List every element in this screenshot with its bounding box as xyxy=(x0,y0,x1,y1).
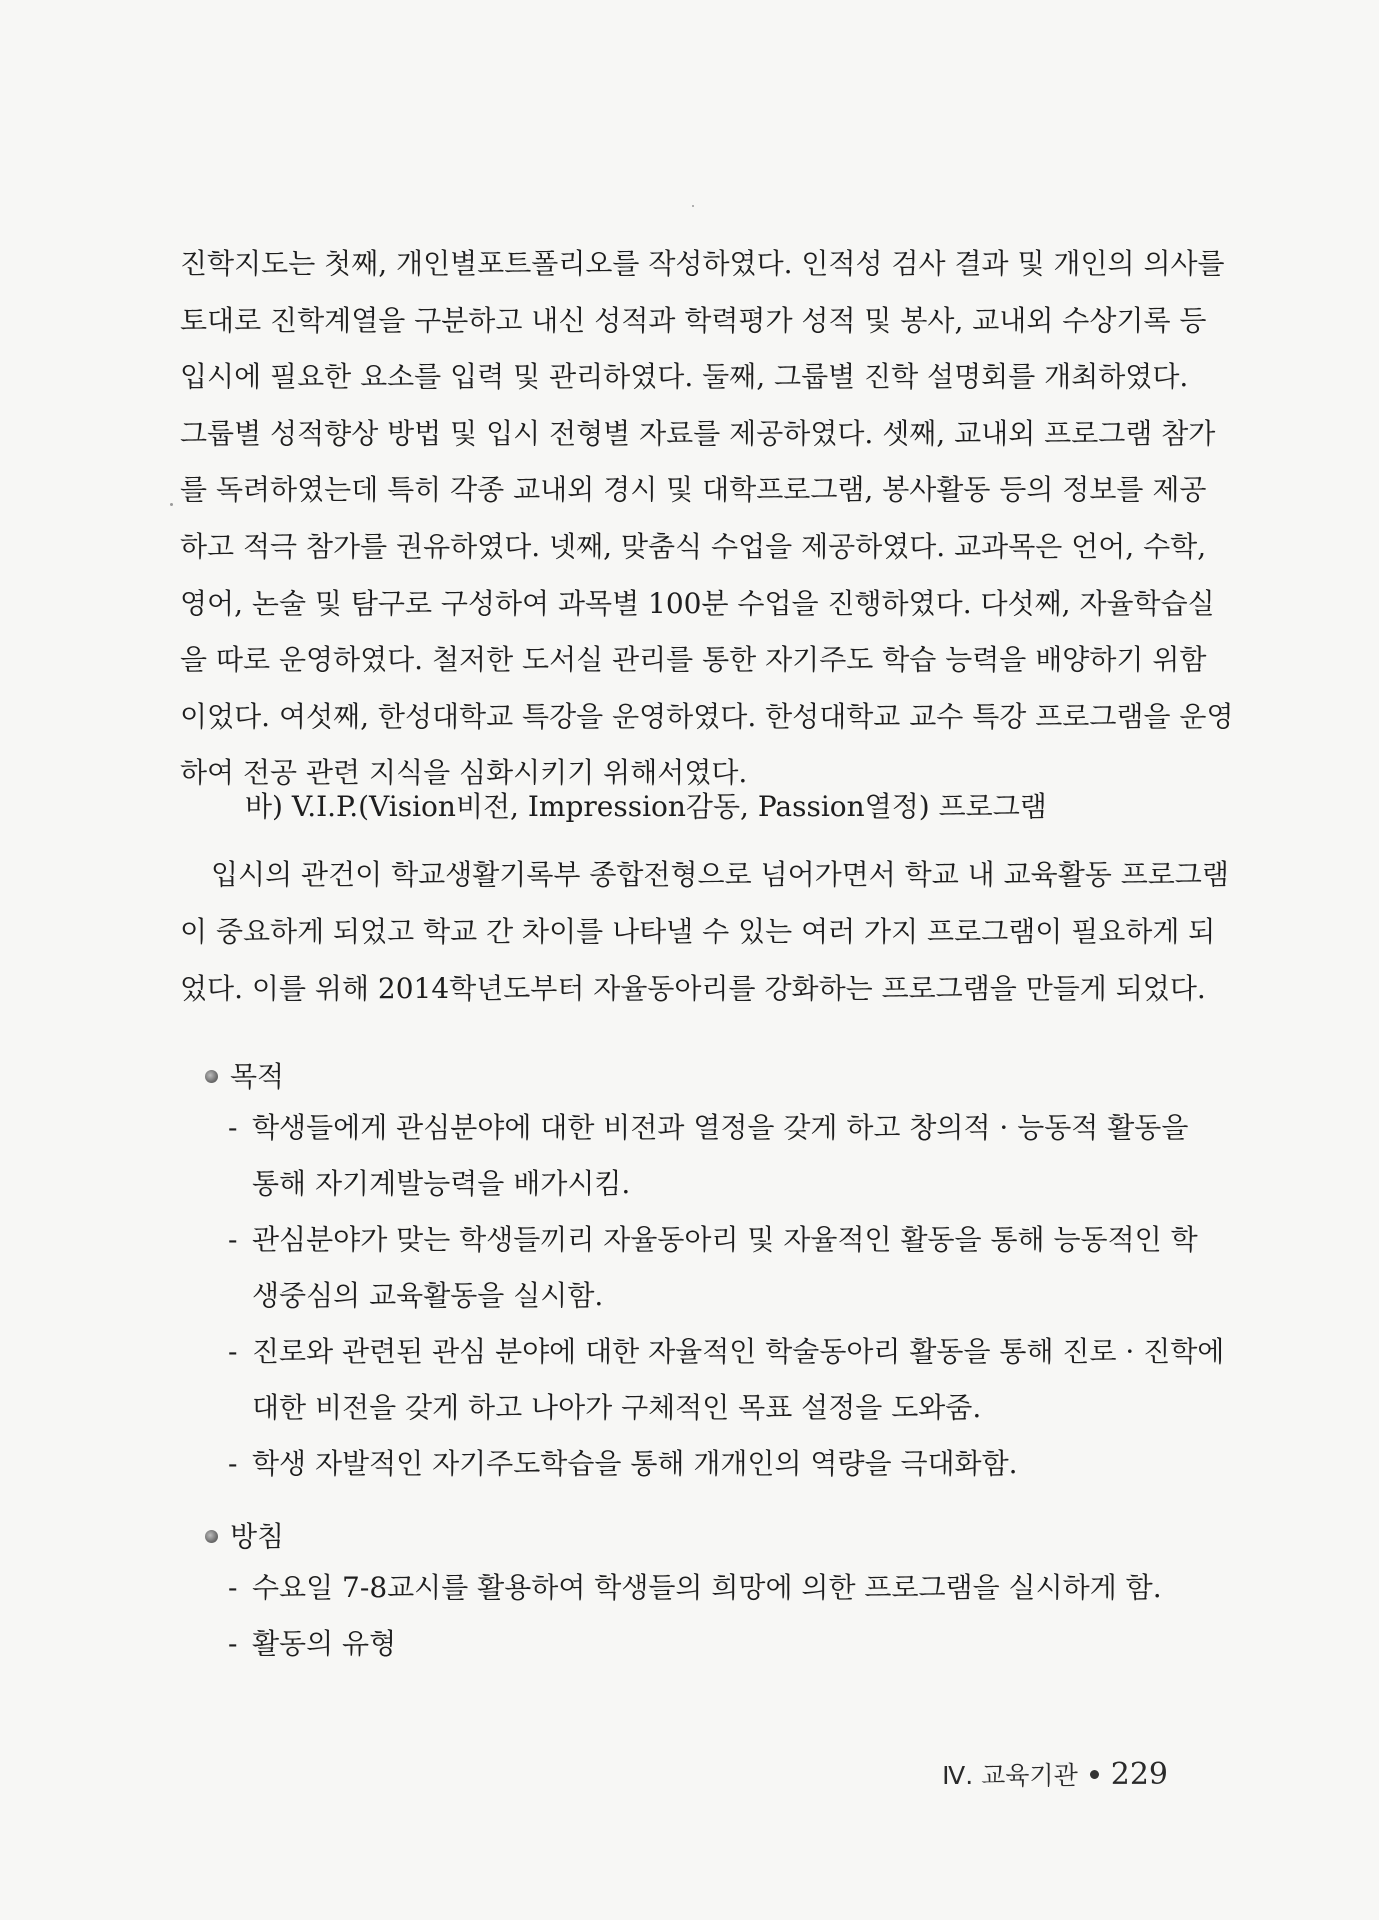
paragraph-line: 이었다. 여섯째, 한성대학교 특강을 운영하였다. 한성대학교 교수 특강 프로그램을 운영 xyxy=(180,699,1234,733)
list-item xyxy=(228,1616,1168,1672)
policy-list xyxy=(228,1560,1168,1672)
separator-dot-icon xyxy=(1090,1770,1099,1779)
section-paragraph xyxy=(180,846,1229,1017)
purpose-heading xyxy=(205,1057,284,1097)
scan-speck xyxy=(692,205,694,207)
dash-marker: - xyxy=(228,1571,238,1604)
list-item-continuation: 대한 비전을 갖게 하고 나아가 구체적인 목표 설정을 도와줌. xyxy=(252,1391,982,1424)
paragraph-line: 그룹별 성적향상 방법 및 입시 전형별 자료를 제공하였다. 셋째, 교내외 프로그램 참가 xyxy=(180,416,1216,450)
list-item-text: 진로와 관련된 관심 분야에 대한 자율적인 학술동아리 활동을 통해 진로 · 진학에 xyxy=(252,1335,1225,1368)
list-item-text: 수요일 7-8교시를 활용하여 학생들의 희망에 의한 프로그램을 실시하게 함. xyxy=(252,1571,1162,1604)
paragraph-line: 이 중요하게 되었고 학교 간 차이를 나타낼 수 있는 여러 가지 프로그램이 필요하게 되 xyxy=(180,915,1216,948)
list-item xyxy=(228,1560,1168,1616)
paragraph-line: 입시의 관건이 학교생활기록부 종합전형으로 넘어가면서 학교 내 교육활동 프로그램 xyxy=(211,858,1229,891)
paragraph-line: 하여 전공 관련 지식을 심화시키기 위해서였다. xyxy=(180,756,748,790)
paragraph-line: 를 독려하였는데 특히 각종 교내외 경시 및 대학프로그램, 봉사활동 등의 정보를 제공 xyxy=(180,473,1207,507)
list-item-continuation: 통해 자기계발능력을 배가시킴. xyxy=(252,1167,631,1200)
paragraph-line: 영어, 논술 및 탐구로 구성하여 과목별 100분 수업을 진행하였다. 다섯째, 자율학습실 xyxy=(180,586,1215,620)
dash-marker: - xyxy=(228,1111,238,1144)
policy-heading-label: 방침 xyxy=(230,1520,285,1553)
list-item xyxy=(228,1212,1198,1268)
paragraph-line: 었다. 이를 위해 2014학년도부터 자율동아리를 강화하는 프로그램을 만들게 되었다. xyxy=(180,972,1206,1005)
list-item-text: 활동의 유형 xyxy=(252,1627,397,1660)
list-item-continuation: 생중심의 교육활동을 실시함. xyxy=(252,1279,604,1312)
purpose-list xyxy=(228,1100,1225,1492)
policy-heading xyxy=(205,1517,284,1557)
list-item-text: 학생들에게 관심분야에 대한 비전과 열정을 갖게 하고 창의적 · 능동적 활동을 xyxy=(252,1111,1189,1144)
list-item xyxy=(228,1100,1189,1156)
page-number: 229 xyxy=(1110,1757,1168,1792)
section-heading: 바) V.I.P.(Vision비전, Impression감동, Passion열정) 프로그램 xyxy=(245,790,1047,823)
list-item-text: 관심분야가 맞는 학생들끼리 자율동아리 및 자율적인 활동을 통해 능동적인 학 xyxy=(252,1223,1198,1256)
list-item xyxy=(228,1436,1168,1492)
page-footer xyxy=(942,1755,1168,1796)
bullet-circle-icon xyxy=(205,1530,218,1543)
intro-paragraph xyxy=(180,236,1234,802)
scan-speck xyxy=(170,503,173,506)
dash-marker: - xyxy=(228,1335,238,1368)
paragraph-line: 하고 적극 참가를 권유하였다. 넷째, 맞춤식 수업을 제공하였다. 교과목은 언어, 수학, xyxy=(180,529,1207,563)
dash-marker: - xyxy=(228,1627,238,1660)
bullet-circle-icon xyxy=(205,1070,218,1083)
list-item xyxy=(228,1324,1225,1380)
paragraph-line: 을 따로 운영하였다. 철저한 도서실 관리를 통한 자기주도 학습 능력을 배양하기 위함 xyxy=(180,643,1207,677)
paragraph-line: 입시에 필요한 요소를 입력 및 관리하였다. 둘째, 그룹별 진학 설명회를 개최하였다. xyxy=(180,360,1189,394)
paragraph-line: 진학지도는 첫째, 개인별포트폴리오를 작성하였다. 인적성 검사 결과 및 개인의 의사를 xyxy=(180,247,1225,280)
dash-marker: - xyxy=(228,1223,238,1256)
chapter-label: Ⅳ. 교육기관 xyxy=(942,1761,1078,1790)
dash-marker: - xyxy=(228,1447,238,1480)
paragraph-line: 토대로 진학계열을 구분하고 내신 성적과 학력평가 성적 및 봉사, 교내외 수상기록 등 xyxy=(180,303,1207,337)
purpose-heading-label: 목적 xyxy=(230,1060,285,1093)
list-item-text: 학생 자발적인 자기주도학습을 통해 개개인의 역량을 극대화함. xyxy=(252,1447,1018,1480)
